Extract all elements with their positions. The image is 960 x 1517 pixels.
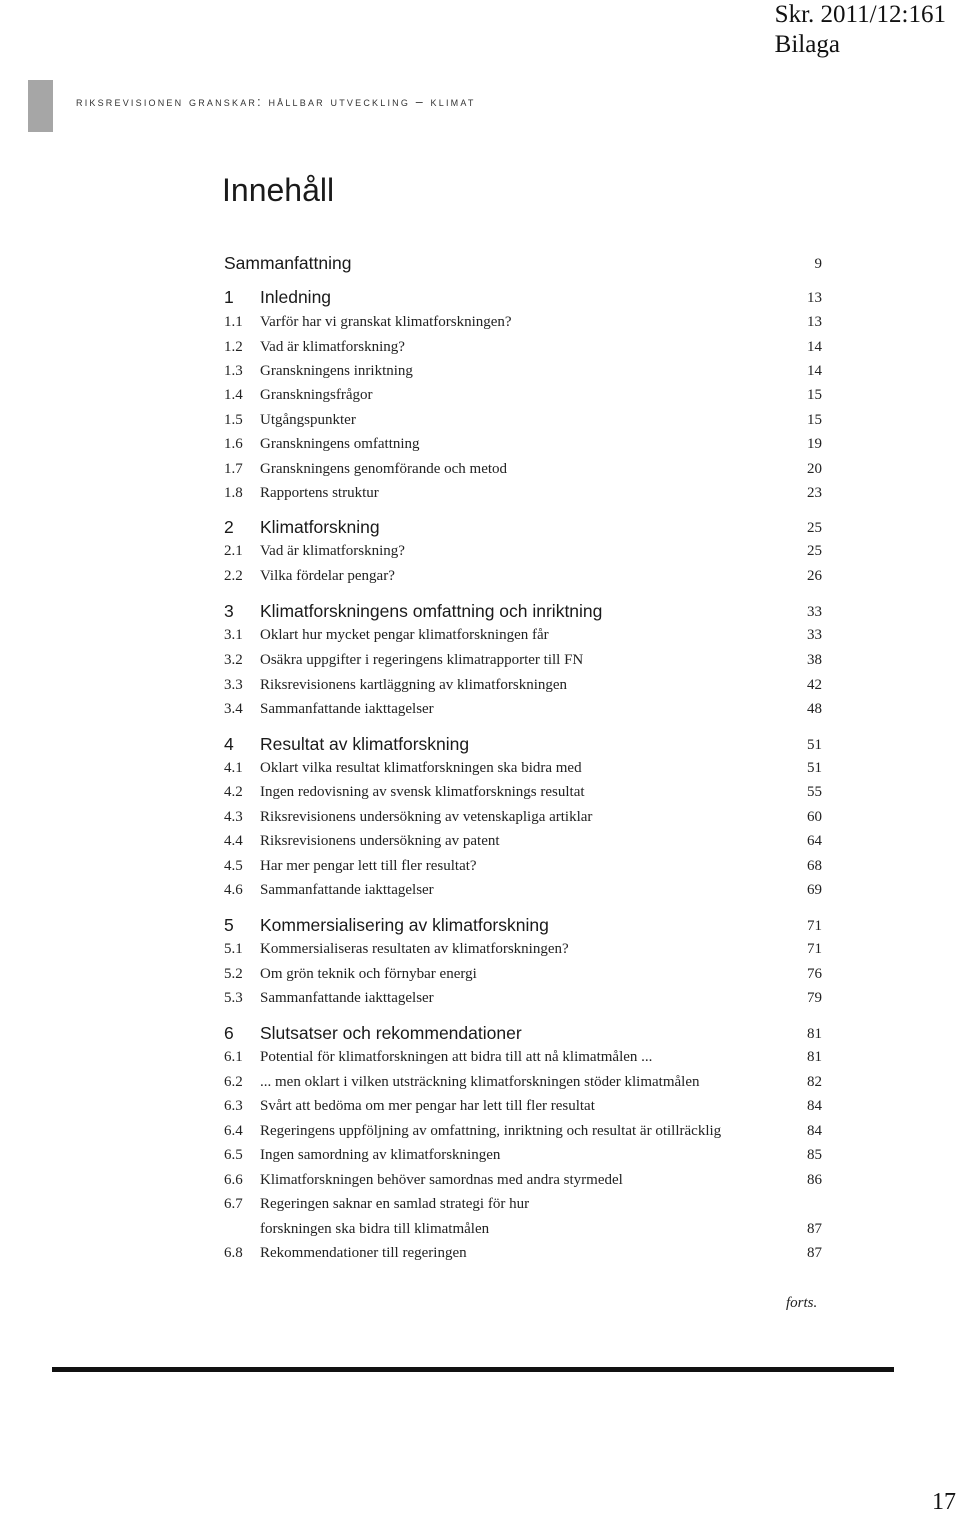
toc-entry-number: 6.7 [224,1196,243,1212]
toc-entry-number: 5.3 [224,990,243,1006]
toc-entry-title: forskningen ska bidra till klimatmålen [260,1221,490,1237]
toc-entry-title: Oklart hur mycket pengar klimatforskningen får [260,627,549,643]
toc-entry-number: 6 [224,1023,234,1043]
toc-entry-number: 1.2 [224,339,243,355]
toc-chapter-entry[interactable] [224,601,824,625]
toc-entry-page: 48 [807,701,822,717]
toc-chapter-entry[interactable] [224,1023,824,1047]
toc-entry-number: 1.5 [224,412,243,428]
toc-entry-title: Ingen redovisning av svensk klimatforsknings resultat [260,784,585,800]
toc-section-entry[interactable] [224,701,824,725]
toc-entry-page: 33 [807,627,822,643]
toc-entry-page: 38 [807,652,822,668]
toc-entry-title: Vad är klimatforskning? [260,339,405,355]
toc-section-entry[interactable] [224,485,824,509]
toc-entry-title: Sammanfattande iakttagelser [260,701,434,717]
toc-section-entry[interactable] [224,858,824,882]
toc-entry-number: 3.1 [224,627,243,643]
toc-entry-title: Varför har vi granskat klimatforskningen? [260,314,512,330]
toc-section-entry[interactable] [224,1147,824,1171]
toc-entry-page: 20 [807,461,822,477]
toc-section-entry[interactable] [224,1221,824,1245]
toc-entry-number: 5.1 [224,941,243,957]
toc-entry-title: Riksrevisionens kartläggning av klimatforskningen [260,677,568,693]
toc-entry-number: 3.4 [224,701,243,717]
toc-chapter-entry[interactable] [224,253,824,277]
toc-entry-number: 4 [224,734,234,754]
toc-section-entry[interactable] [224,363,824,387]
toc-section-entry[interactable] [224,784,824,808]
toc-section-entry[interactable] [224,339,824,363]
toc-entry-title: Oklart vilka resultat klimatforskningen ska bidra med [260,760,582,776]
toc-chapter-entry[interactable] [224,517,824,541]
toc-entry-title: Riksrevisionens undersökning av vetenskapliga artiklar [260,809,593,825]
toc-entry-number: 4.3 [224,809,243,825]
toc-section-entry[interactable] [224,882,824,906]
toc-entry-page: 84 [807,1123,822,1139]
toc-section-entry[interactable] [224,1172,824,1196]
toc-section-entry[interactable] [224,387,824,411]
toc-entry-title: Granskningens genomförande och metod [260,461,508,477]
toc-entry-number: 6.8 [224,1245,243,1261]
toc-entry-title: Rekommendationer till regeringen [260,1245,467,1261]
toc-entry-title: Osäkra uppgifter i regeringens klimatrapporter till FN [260,652,584,668]
toc-section-entry[interactable] [224,543,824,567]
toc-entry-title: Kommersialiseras resultaten av klimatforskningen? [260,941,569,957]
toc-entry-number: 2 [224,517,234,537]
toc-entry-title: Resultat av klimatforskning [260,734,470,754]
toc-entry-number: 4.2 [224,784,243,800]
toc-entry-title: Granskningsfrågor [260,387,373,403]
toc-section-entry[interactable] [224,966,824,990]
toc-entry-title: Sammanfattning [224,253,352,273]
toc-entry-number: 1.3 [224,363,243,379]
toc-entry-number: 6.6 [224,1172,243,1188]
toc-entry-page: 14 [807,339,822,355]
toc-entry-page: 25 [807,520,822,536]
toc-entry-page: 51 [807,737,822,753]
header-marker-block [28,80,53,132]
toc-section-entry[interactable] [224,677,824,701]
continued-note: forts. [786,1295,818,1311]
toc-section-entry[interactable] [224,461,824,485]
document-reference-number: Skr. 2011/12:161 [774,1,946,28]
toc-entry-page: 15 [807,387,822,403]
toc-entry-page: 81 [807,1049,822,1065]
toc-section-entry[interactable] [224,833,824,857]
toc-entry-number: 3 [224,601,234,621]
toc-entry-page: 14 [807,363,822,379]
toc-entry-title: Sammanfattande iakttagelser [260,882,434,898]
toc-section-entry[interactable] [224,568,824,592]
toc-entry-page: 81 [807,1026,822,1042]
page-title: Innehåll [222,172,335,208]
toc-entry-title: Regeringen saknar en samlad strategi för hur [260,1196,530,1212]
toc-entry-number: 2.2 [224,568,243,584]
toc-entry-number: 5 [224,915,234,935]
toc-entry-page: 85 [807,1147,822,1163]
toc-section-entry[interactable] [224,1049,824,1073]
toc-entry-page: 51 [807,760,822,776]
toc-entry-page: 87 [807,1221,822,1237]
toc-entry-page: 86 [807,1172,822,1188]
toc-entry-page: 55 [807,784,822,800]
toc-entry-number: 1.1 [224,314,243,330]
bottom-rule [52,1367,894,1372]
toc-entry-title: Slutsatser och rekommendationer [260,1023,522,1043]
toc-entry-title: Granskningens inriktning [260,363,413,379]
toc-entry-title: Vad är klimatforskning? [260,543,405,559]
toc-entry-title: Kommersialisering av klimatforskning [260,915,549,935]
toc-entry-number: 4.5 [224,858,243,874]
toc-section-entry[interactable] [224,941,824,965]
toc-section-entry[interactable] [224,652,824,676]
toc-entry-page: 87 [807,1245,822,1261]
toc-entry-page: 60 [807,809,822,825]
toc-entry-page: 69 [807,882,822,898]
toc-section-entry[interactable] [224,990,824,1014]
toc-entry-number: 1.4 [224,387,243,403]
toc-entry-number: 6.1 [224,1049,243,1065]
toc-entry-number: 6.4 [224,1123,243,1139]
toc-section-entry[interactable] [224,809,824,833]
toc-entry-page: 13 [807,290,822,306]
toc-entry-title: Rapportens struktur [260,485,379,501]
toc-entry-title: Potential för klimatforskningen att bidra till att nå klimatmålen ... [260,1049,653,1065]
toc-section-entry[interactable] [224,627,824,651]
toc-entry-number: 1.8 [224,485,243,501]
toc-chapter-entry[interactable] [224,915,824,939]
toc-entry-title: Klimatforskningen behöver samordnas med andra styrmedel [260,1172,623,1188]
toc-section-entry[interactable] [224,1074,824,1098]
toc-entry-page: 25 [807,543,822,559]
toc-entry-page: 13 [807,314,822,330]
toc-entry-page: 76 [807,966,822,982]
toc-entry-page: 33 [807,604,822,620]
toc-entry-page: 82 [807,1074,822,1090]
toc-section-entry[interactable] [224,1245,824,1269]
toc-entry-number: 1.7 [224,461,243,477]
toc-entry-number: 6.5 [224,1147,243,1163]
toc-entry-number: 3.3 [224,677,243,693]
toc-entry-page: 71 [807,941,822,957]
toc-entry-number: 6.3 [224,1098,243,1114]
toc-entry-number: 1 [224,287,234,307]
toc-entry-number: 6.2 [224,1074,243,1090]
toc-entry-title: Regeringens uppföljning av omfattning, inriktning och resultat är otillräcklig [260,1123,722,1139]
toc-entry-number: 3.2 [224,652,243,668]
toc-entry-page: 19 [807,436,822,452]
toc-section-entry[interactable] [224,412,824,436]
table-of-contents [224,0,824,1320]
toc-section-entry[interactable] [224,1196,824,1220]
toc-entry-number: 4.4 [224,833,243,849]
toc-entry-page: 84 [807,1098,822,1114]
toc-entry-title: Svårt att bedöma om mer pengar har lett till fler resultat [260,1098,595,1114]
toc-entry-title: ... men oklart i vilken utsträckning klimatforskningen stöder klimatmålen [260,1074,700,1090]
toc-entry-page: 71 [807,918,822,934]
toc-entry-title: Granskningens omfattning [260,436,420,452]
toc-entry-page: 9 [814,256,822,272]
toc-entry-title: Sammanfattande iakttagelser [260,990,434,1006]
toc-entry-title: Inledning [260,287,332,307]
toc-section-entry[interactable] [224,1123,824,1147]
toc-entry-number: 5.2 [224,966,243,982]
running-header: riksrevisionen granskar: hållbar utveckling – klimat [76,95,476,109]
toc-entry-number: 4.1 [224,760,243,776]
toc-chapter-entry[interactable] [224,287,824,311]
toc-section-entry[interactable] [224,436,824,460]
toc-entry-page: 26 [807,568,822,584]
page-number: 17 [932,1489,956,1515]
toc-entry-number: 1.6 [224,436,243,452]
toc-entry-title: Ingen samordning av klimatforskningen [260,1147,501,1163]
toc-entry-page: 68 [807,858,822,874]
toc-entry-title: Vilka fördelar pengar? [260,568,395,584]
toc-entry-title: Klimatforskning [260,517,380,537]
toc-entry-page: 15 [807,412,822,428]
document-reference-label: Bilaga [774,31,840,58]
toc-entry-title: Klimatforskningens omfattning och inriktning [260,601,603,621]
toc-entry-page: 79 [807,990,822,1006]
toc-entry-number: 2.1 [224,543,243,559]
toc-entry-title: Om grön teknik och förnybar energi [260,966,477,982]
toc-section-entry[interactable] [224,314,824,338]
toc-section-entry[interactable] [224,760,824,784]
toc-entry-page: 64 [807,833,822,849]
toc-chapter-entry[interactable] [224,734,824,758]
toc-entry-page: 23 [807,485,822,501]
toc-entry-number: 4.6 [224,882,243,898]
toc-entry-title: Har mer pengar lett till fler resultat? [260,858,477,874]
toc-section-entry[interactable] [224,1098,824,1122]
toc-entry-title: Utgångspunkter [260,412,356,428]
toc-entry-title: Riksrevisionens undersökning av patent [260,833,500,849]
toc-entry-page: 42 [807,677,822,693]
